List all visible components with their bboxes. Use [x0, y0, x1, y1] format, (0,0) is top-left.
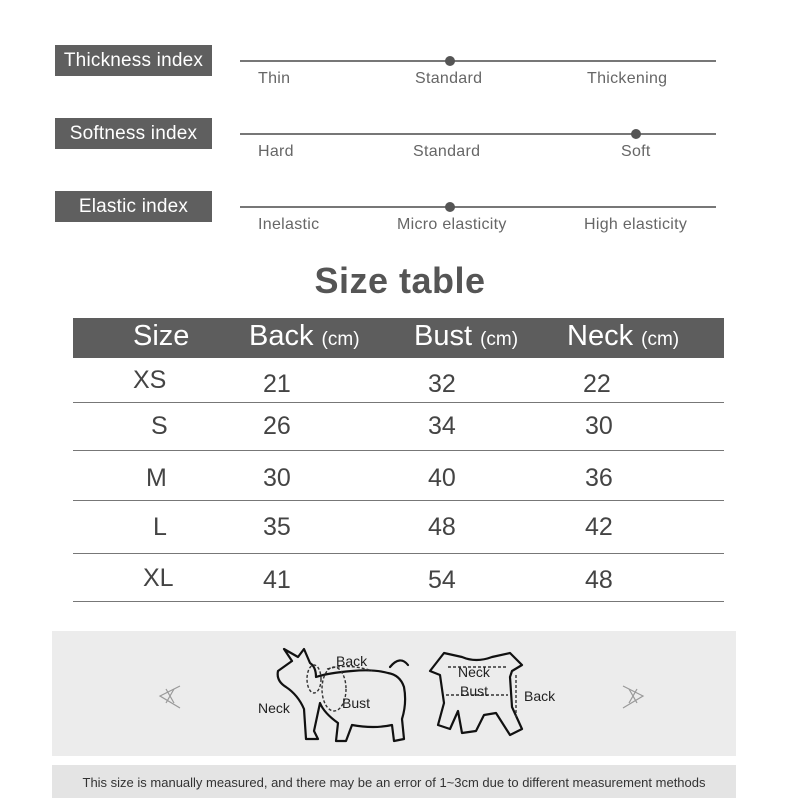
cell-back: 41 [263, 566, 291, 594]
cell-neck: 36 [585, 464, 613, 492]
elastic-index-label: Elastic index [55, 191, 212, 222]
softness-option-hard: Hard [258, 143, 294, 160]
size-table-title: Size table [314, 260, 486, 301]
softness-index-label: Softness index [55, 118, 212, 149]
diagram-neck-label-top: Neck [458, 664, 490, 680]
table-row [73, 403, 724, 451]
cell-bust: 54 [428, 566, 456, 594]
header-neck-unit: (cm) [641, 329, 680, 350]
size-table-header [73, 318, 724, 358]
thickness-indicator-dot [445, 56, 455, 66]
cell-back: 30 [263, 464, 291, 492]
diagram-back-label: Back [336, 653, 368, 669]
cell-bust: 32 [428, 370, 456, 398]
header-bust-unit: (cm) [480, 329, 519, 350]
cell-bust: 48 [428, 513, 456, 541]
cell-size: M [146, 464, 167, 492]
chevron-right-icon[interactable] [623, 686, 643, 708]
elastic-indicator-dot [445, 202, 455, 212]
header-bust [414, 320, 518, 353]
softness-index-row [0, 118, 800, 178]
elastic-option-micro: Micro elasticity [397, 216, 507, 233]
table-row [73, 554, 724, 602]
table-row [73, 451, 724, 501]
cell-size: S [151, 412, 168, 440]
header-size-name: Size [133, 320, 190, 352]
measurement-diagram-svg [52, 631, 736, 756]
cell-bust: 40 [428, 464, 456, 492]
cell-back: 35 [263, 513, 291, 541]
thickness-index-label: Thickness index [55, 45, 212, 76]
cell-back: 21 [263, 370, 291, 398]
thickness-index-row [0, 45, 800, 105]
softness-option-standard: Standard [413, 143, 481, 160]
table-row [73, 358, 724, 403]
diagram-back-label-top: Back [524, 688, 556, 704]
diagram-bust-label-top: Bust [460, 683, 489, 699]
cell-size: XS [133, 366, 167, 394]
header-size [133, 320, 189, 353]
cell-neck: 42 [585, 513, 613, 541]
softness-scale-line [240, 133, 716, 135]
measurement-note: This size is manually measured, and there may be an error of 1~3cm due to different measurement methods [52, 765, 736, 798]
chevron-left-icon[interactable] [160, 686, 180, 708]
softness-indicator-dot [631, 129, 641, 139]
thickness-option-thickening: Thickening [587, 70, 668, 87]
cell-back: 26 [263, 412, 291, 440]
header-back-unit: (cm) [321, 329, 360, 350]
elastic-option-inelastic: Inelastic [258, 216, 320, 233]
cell-neck: 30 [585, 412, 613, 440]
elastic-index-row [0, 191, 800, 251]
thickness-scale-line [240, 60, 716, 62]
thickness-option-thin: Thin [258, 70, 291, 87]
header-back-name: Back [249, 320, 314, 352]
thickness-option-standard: Standard [415, 70, 483, 87]
softness-option-soft: Soft [621, 143, 651, 160]
header-back [249, 320, 360, 353]
diagram-bust-label: Bust [342, 695, 371, 711]
header-neck-name: Neck [567, 320, 634, 352]
cell-neck: 48 [585, 566, 613, 594]
cell-size: XL [143, 564, 174, 592]
cell-size: L [153, 513, 167, 541]
measurement-diagram [52, 631, 736, 756]
diagram-neck-label: Neck [258, 700, 290, 716]
header-neck [567, 320, 679, 353]
table-row [73, 501, 724, 554]
cell-neck: 22 [583, 370, 611, 398]
cell-bust: 34 [428, 412, 456, 440]
elastic-scale-line [240, 206, 716, 208]
header-bust-name: Bust [414, 320, 473, 352]
elastic-option-high: High elasticity [584, 216, 688, 233]
